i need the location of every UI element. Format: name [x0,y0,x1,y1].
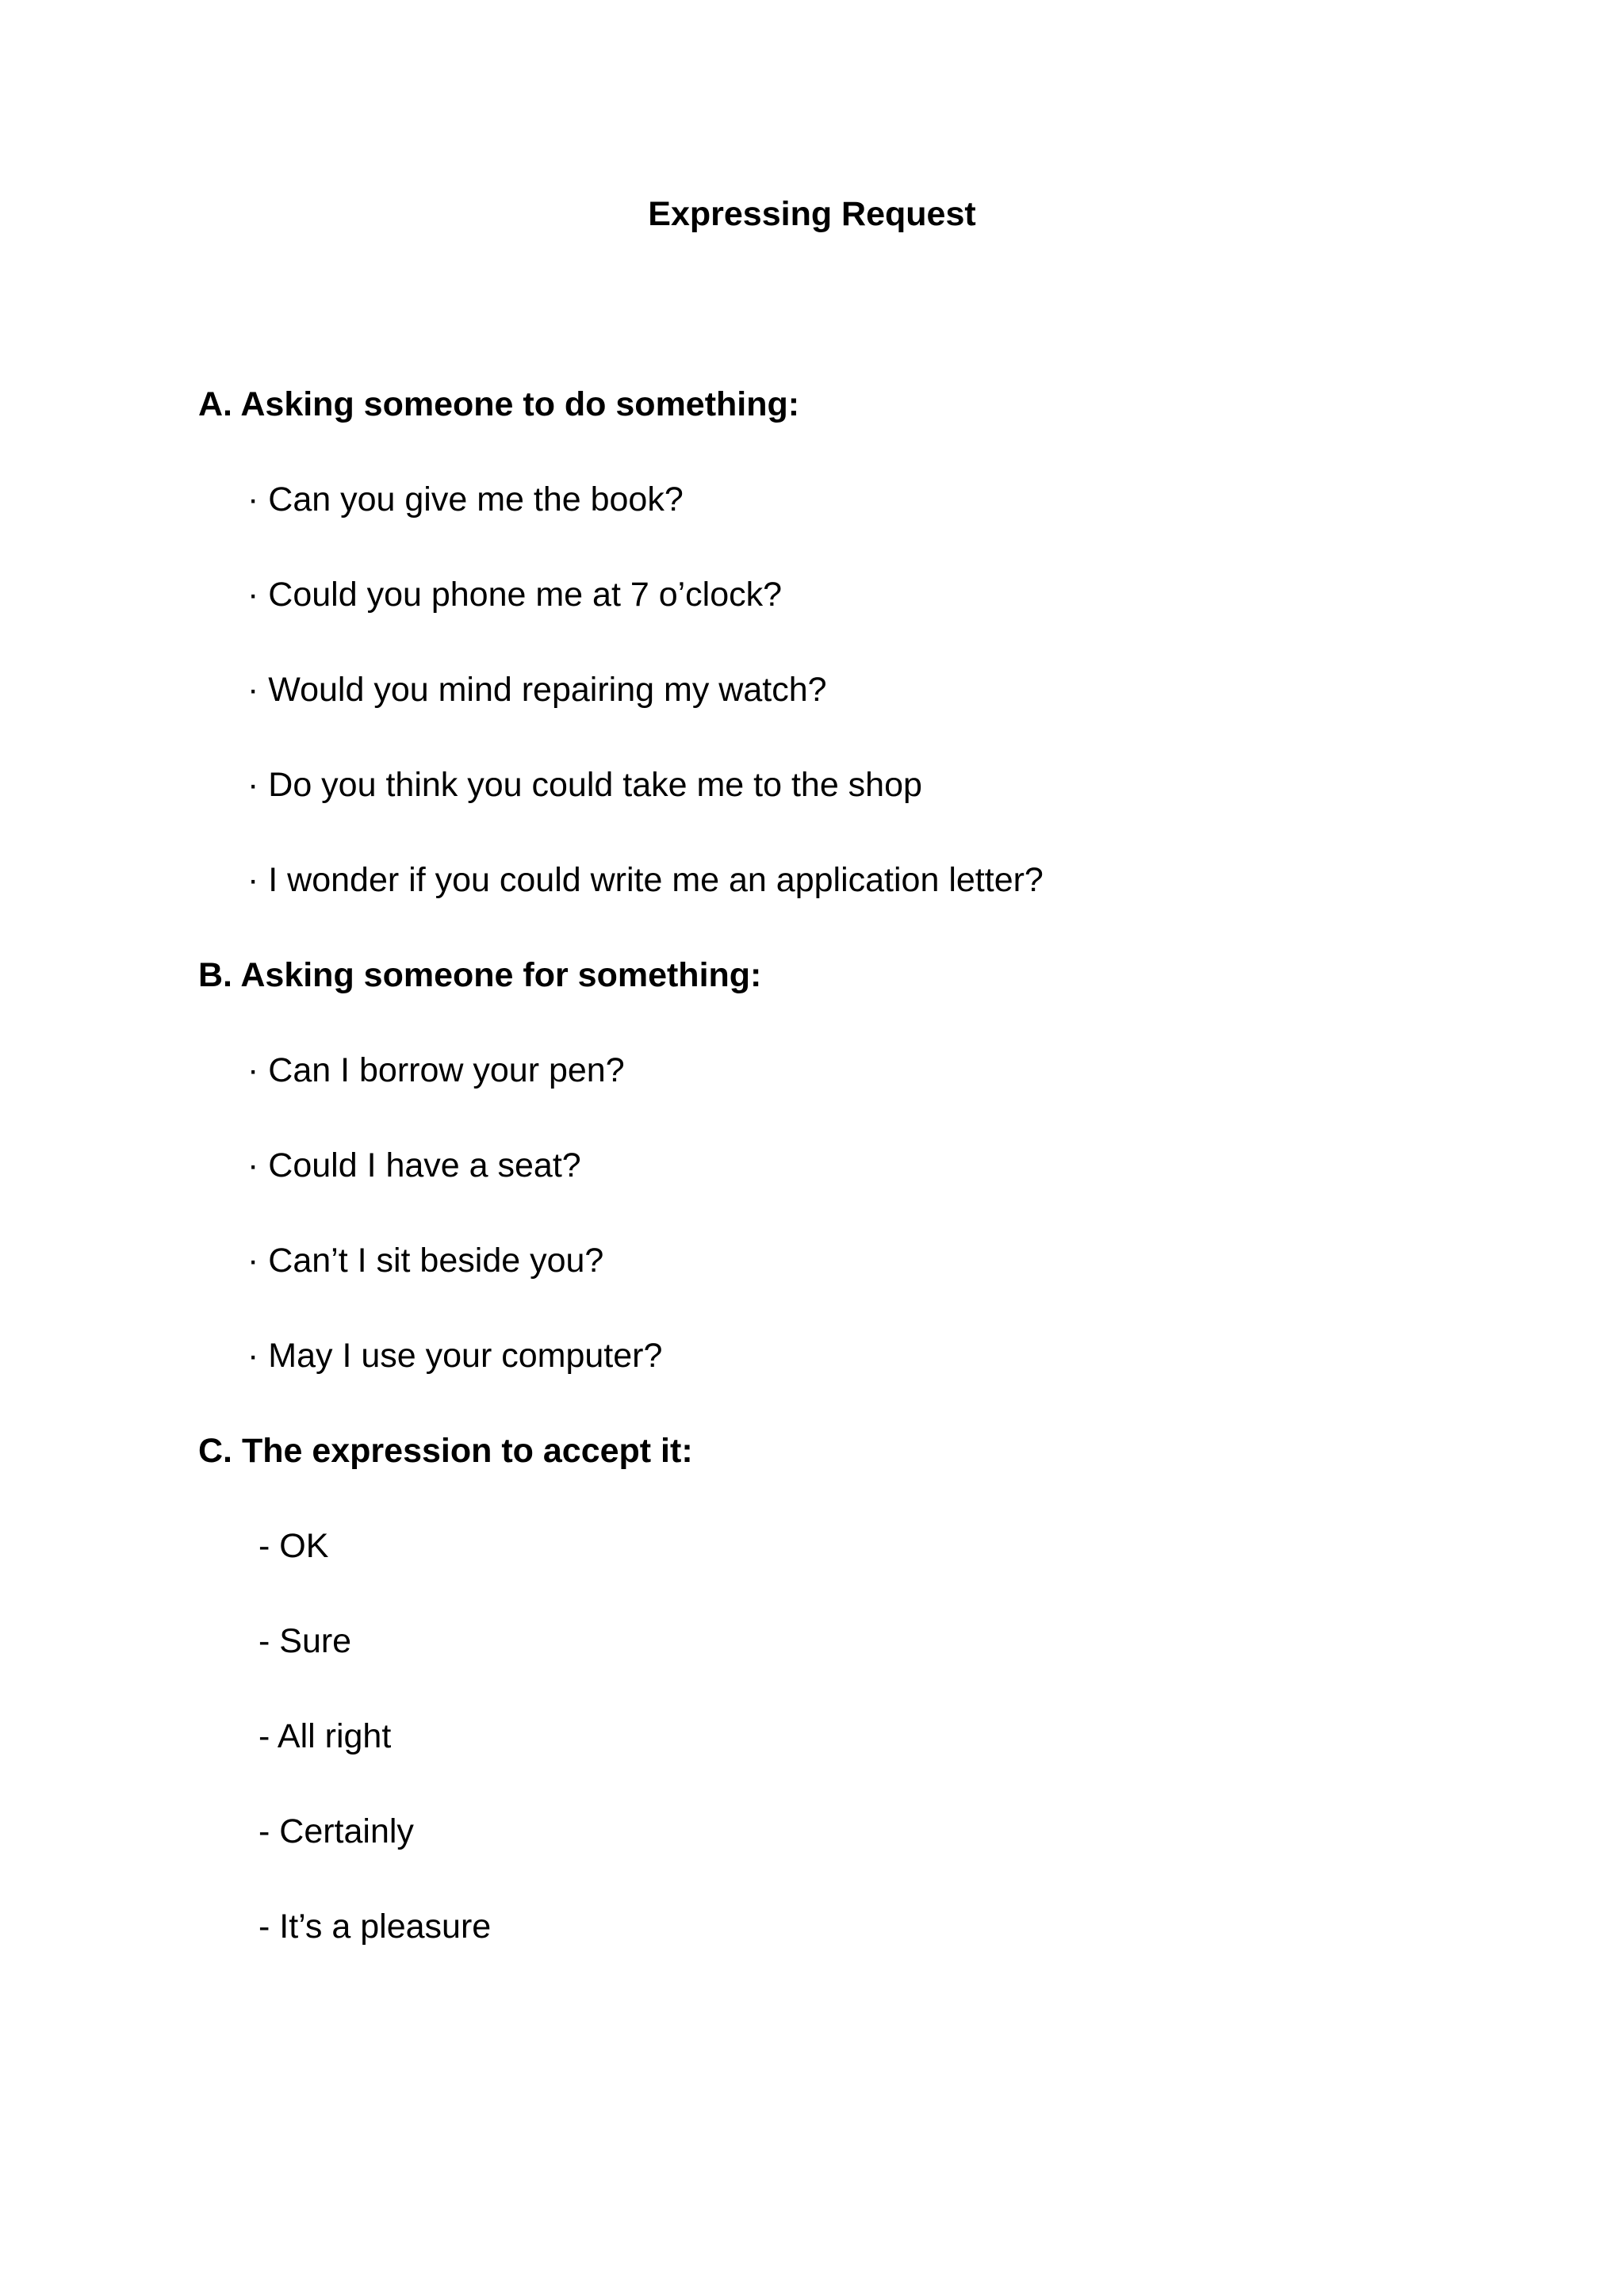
request-item: · May I use your computer? [247,1337,663,1375]
request-item: · Would you mind repairing my watch? [247,671,827,709]
acceptance-item: - Certainly [259,1812,414,1850]
request-item: · I wonder if you could write me an application letter? [247,861,1044,899]
request-item: · Could I have a seat? [247,1146,581,1184]
acceptance-item: - It’s a pleasure [259,1908,492,1946]
acceptance-item: - All right [259,1717,392,1755]
request-item: · Can I borrow your pen? [247,1051,625,1089]
request-item: · Can you give me the book? [247,480,684,519]
document-title: Expressing Request [648,195,976,233]
request-item: · Can’t I sit beside you? [247,1242,604,1280]
acceptance-item: - Sure [259,1622,352,1660]
section-heading-a: A. Asking someone to do something: [198,385,800,423]
section-heading-b: B. Asking someone for something: [198,956,762,994]
request-item: · Do you think you could take me to the shop [247,766,922,804]
acceptance-item: - OK [259,1527,329,1565]
request-item: · Could you phone me at 7 o’clock? [247,576,783,614]
section-heading-c: C. The expression to accept it: [198,1432,693,1470]
